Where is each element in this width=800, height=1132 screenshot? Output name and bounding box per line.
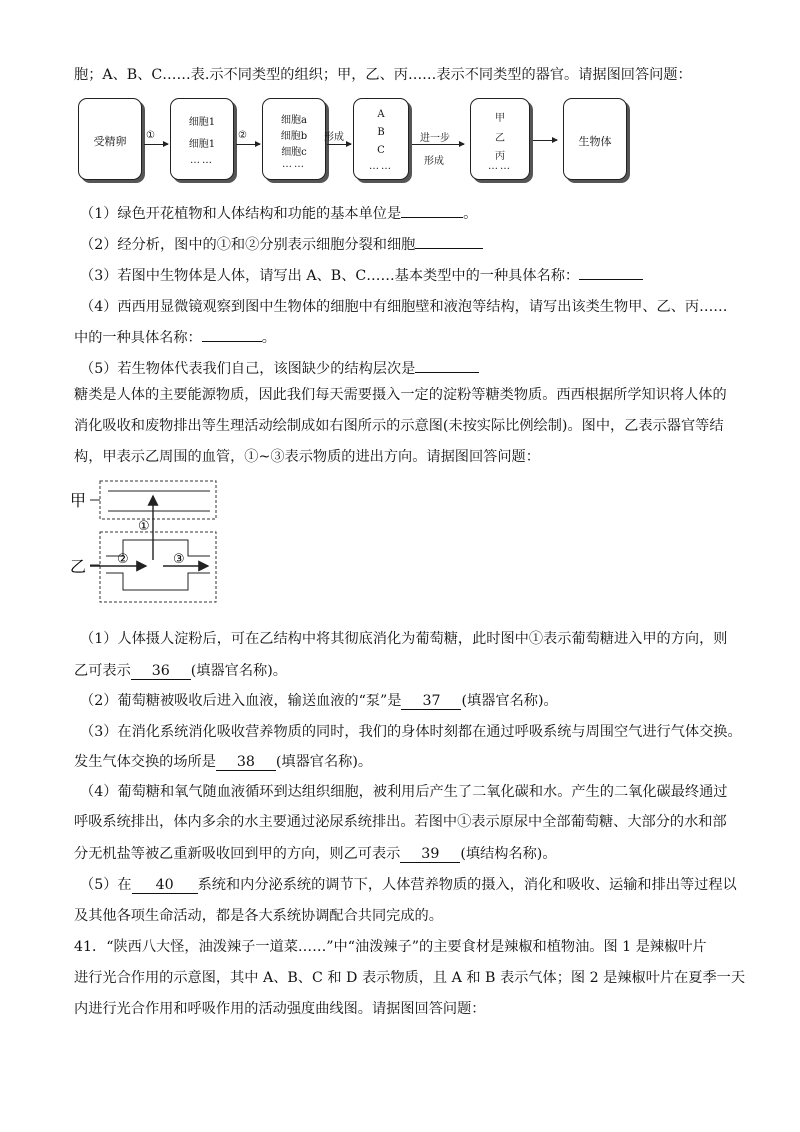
q2-e-line-2: 及其他各项生命活动，都是各大系统协调配合共同完成的。 bbox=[74, 908, 443, 924]
step-1-label: ① bbox=[146, 130, 155, 141]
organs-box bbox=[470, 98, 530, 180]
step-4-label-top: 进一步 bbox=[420, 133, 450, 144]
organ-wall-bottom bbox=[106, 573, 210, 590]
passage-line-3: 构，甲表示乙周围的血管，①~③表示物质的进出方向。请据图回答问题： bbox=[74, 449, 540, 465]
tissues-box bbox=[353, 98, 409, 180]
q2-b-pre: （2）葡萄糖被吸收后进入血液，输送血液的“泵”是 bbox=[80, 693, 402, 709]
q41-line-2: 进行光合作用的示意图，其中 A、B、C 和 D 表示物质，且 A 和 B 表示气体；图 2 是辣椒叶片在夏季一天 bbox=[74, 970, 746, 986]
blank-40: 40 bbox=[132, 877, 198, 894]
label-yi: 乙 bbox=[70, 557, 87, 576]
organ-yi-outline bbox=[100, 532, 216, 602]
q1-part4-text: （4）西西用显微镜观察到图中生物体的细胞中有细胞壁和液泡等结构，请写出该类生物甲、乙、丙…… bbox=[80, 299, 728, 315]
q41-line-1: 41．“陕西八大怪，油泼辣子一道菜……”中“油泼辣子”的主要食材是辣椒和植物油。图 1 是辣椒叶片 bbox=[74, 939, 707, 955]
vessel-jia-outline bbox=[100, 481, 216, 519]
blank-36: 36 bbox=[131, 663, 191, 680]
q2-d-pre: 分无机盐等被乙重新吸收回到甲的方向，则乙可表示 bbox=[74, 846, 401, 862]
blank-39: 39 bbox=[400, 846, 460, 863]
answer-blank bbox=[202, 329, 262, 342]
punct: 。 bbox=[261, 330, 276, 346]
q2-a-line-2 bbox=[74, 662, 287, 680]
tissue-label: B bbox=[377, 127, 385, 138]
q2-c-post: (填器官名称)。 bbox=[275, 754, 373, 770]
q2-c-line-2 bbox=[74, 753, 372, 771]
arrow-4 bbox=[412, 144, 464, 145]
blank-38: 38 bbox=[216, 754, 276, 771]
q2-d-line-3 bbox=[74, 845, 557, 863]
arrow-2 bbox=[236, 144, 260, 145]
arrow-5 bbox=[533, 140, 557, 141]
q1-line-6 bbox=[80, 360, 479, 378]
q2-d-post: (填结构名称)。 bbox=[460, 846, 557, 862]
q1-part5-text: （5）若生物体代表我们自己，该图缺少的结构层次是 bbox=[80, 361, 416, 377]
ellipsis: …… bbox=[190, 155, 214, 166]
cell-label: 细胞c bbox=[281, 147, 307, 158]
answer-blank bbox=[415, 360, 479, 373]
q2-b-post: (填器官名称)。 bbox=[461, 693, 558, 709]
q2-d-line-1: （4）葡萄糖和氧气随血液循环到达组织细胞，被利用后产生了二氧化碳和水。产生的二氧化碳最终通过 bbox=[80, 784, 728, 800]
answer-blank bbox=[415, 236, 483, 249]
cells-box bbox=[170, 98, 234, 180]
q1-line-3 bbox=[80, 267, 643, 285]
differentiated-cells-box bbox=[262, 98, 326, 180]
organism-box bbox=[563, 98, 627, 180]
arrow-3 bbox=[327, 144, 351, 145]
q1-part1-text: （1）绿色开花植物和人体结构和功能的基本单位是 bbox=[80, 206, 402, 222]
cell-label: 细胞1 bbox=[188, 117, 216, 128]
q2-a-pre: 乙可表示 bbox=[74, 663, 131, 679]
passage-line-1: 糖类是人体的主要能源物质，因此我们每天需要摄入一定的淀粉等糖类物质。西西根据所学知识将人体的 bbox=[74, 387, 727, 403]
organ-label: 丙 bbox=[495, 151, 505, 162]
arrow-1 bbox=[144, 144, 168, 145]
q41-line-3: 内进行光合作用和呼吸作用的活动强度曲线图。请据图回答问题： bbox=[74, 1001, 486, 1017]
label-circle-1: ① bbox=[138, 519, 150, 534]
q2-c-pre: 发生气体交换的场所是 bbox=[74, 754, 216, 770]
intro-text: 胞；A、B、C……表.示不同类型的组织；甲，乙、丙……表示不同类型的器官。请据图回答问题： bbox=[74, 67, 692, 83]
q2-a-post: (填器官名称)。 bbox=[190, 663, 287, 679]
tissue-label: A bbox=[377, 109, 385, 120]
punct: 。 bbox=[463, 206, 478, 222]
q1-line-1 bbox=[80, 205, 477, 223]
ellipsis: …… bbox=[369, 161, 393, 172]
blank-37: 37 bbox=[401, 693, 461, 710]
q2-e-pre: （5）在 bbox=[80, 877, 132, 893]
answer-blank bbox=[579, 267, 643, 280]
label-jia: 甲 bbox=[70, 491, 87, 510]
absorption-diagram bbox=[68, 478, 228, 608]
q1-part2-text: （2）经分析，图中的①和②分别表示细胞分裂和细胞 bbox=[80, 237, 416, 253]
step-4-label-bottom: 形成 bbox=[424, 156, 444, 167]
q2-b-line bbox=[80, 692, 558, 710]
q1-part3-text: （3）若图中生物体是人体，请写出 A、B、C……基本类型中的一种具体名称： bbox=[80, 268, 580, 284]
step-3-label: 形成 bbox=[324, 132, 344, 143]
q2-a-line-1: （1）人体摄人淀粉后，可在乙结构中将其彻底消化为葡萄糖，此时图中①表示葡萄糖进入甲的方向，则 bbox=[80, 631, 728, 647]
step-2-label: ② bbox=[238, 130, 247, 141]
q1-part4-cont: 中的一种具体名称： bbox=[74, 330, 202, 346]
ellipsis: …… bbox=[488, 161, 512, 172]
cell-label: 细胞a bbox=[281, 115, 307, 126]
q2-e-line-1 bbox=[80, 876, 737, 894]
passage-line-2: 消化吸收和废物排出等生理活动绘制成如右图所示的示意图(未按实际比例绘制)。图中，乙表示器官等结 bbox=[74, 418, 724, 434]
tissue-label: C bbox=[377, 145, 385, 156]
label-circle-3: ③ bbox=[173, 552, 185, 567]
q2-c-line-1: （3）在消化系统消化吸收营养物质的同时，我们的身体时刻都在通过呼吸系统与周围空气进行气体交换。 bbox=[80, 724, 742, 740]
organism-label: 生物体 bbox=[578, 135, 612, 148]
organ-label: 乙 bbox=[495, 133, 505, 144]
organ-label: 甲 bbox=[495, 113, 505, 124]
zygote-label: 受精卵 bbox=[93, 135, 127, 148]
cell-label: 细胞1 bbox=[188, 139, 216, 150]
zygote-box bbox=[78, 98, 142, 180]
q1-line-5 bbox=[74, 329, 276, 347]
answer-blank bbox=[401, 205, 463, 218]
ellipsis: …… bbox=[282, 159, 306, 170]
label-circle-2: ② bbox=[117, 552, 129, 567]
q2-e-post: 系统和内分泌系统的调节下，人体营养物质的摄入，消化和吸收、运输和排出等过程以 bbox=[197, 877, 737, 893]
cell-label: 细胞b bbox=[280, 131, 308, 142]
q2-d-line-2: 呼吸系统排出，体内多余的水主要通过泌尿系统排出。若图中①表示原尿中全部葡萄糖、大部分的水和部 bbox=[74, 814, 727, 830]
q1-line-2 bbox=[80, 236, 483, 254]
